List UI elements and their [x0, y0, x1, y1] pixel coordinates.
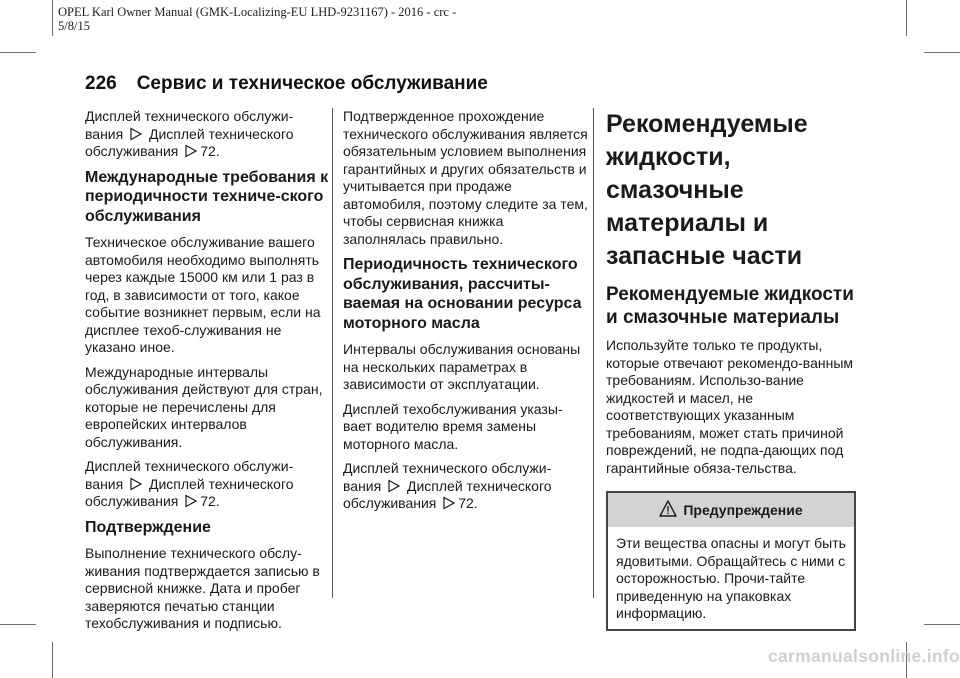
crop-mark [0, 52, 36, 53]
warning-triangle-icon [659, 500, 677, 517]
page-reference[interactable]: 72. [200, 493, 220, 509]
triangle-right-icon [129, 477, 143, 491]
paragraph: Выполнение технического обслу-живания подтверждается записью в сервисной книжке. Дата и пробег заверяются печатью станции техобслуживания и подписью. [85, 545, 320, 631]
heading-recommended-fluids-parts: Рекомендуемые жидкости, смазочные материалы и запасные части [606, 110, 808, 270]
column-1 [85, 108, 330, 640]
warning-title: Предупреждение [683, 502, 803, 518]
paragraph: Техническое обслуживание вашего автомобиля необходимо выполнять через каждые 15000 км или 1 раз в год, в зависимости от того, какое событие возникнет первым, если на дисплее техоб-служивания не указано иное. [85, 234, 321, 355]
triangle-right-icon [184, 494, 198, 508]
crop-mark [52, 642, 53, 678]
page-reference[interactable]: 72. [200, 143, 220, 159]
crop-mark [0, 624, 36, 625]
heading-international-requirements: Международные требования к периодичности техниче-ского обслуживания [85, 168, 329, 225]
paragraph: Интервалы обслуживания основаны на нескольких параметрах в зависимости от эксплуатации. [343, 341, 581, 392]
column-3 [606, 108, 856, 631]
xref-paragraph: Дисплей технического обслужи-вания Дисплей технического обслуживания 72. [85, 458, 294, 509]
triangle-right-icon [129, 127, 143, 141]
column-divider [332, 108, 333, 598]
page-reference[interactable]: 72. [458, 495, 478, 511]
triangle-right-icon [442, 496, 456, 510]
crop-mark [52, 0, 53, 36]
heading-confirmation: Подтверждение [85, 518, 211, 536]
column-divider [593, 108, 594, 598]
crop-mark [906, 0, 907, 36]
warning-text: Эти вещества опасны и могут быть ядовитыми. Обращайтесь с ними с осторожностью. Прочи-тайте приведенную на упаковках информацию. [616, 535, 846, 621]
paragraph: Используйте только те продукты, которые отвечают рекомендо-ванным требованиям. Использо-вание жидкостей и масел, не соответствующих указанным требованиям, может стать причиной повреждений, не подпа-дающих под гарантийные обяза-тельства. [606, 337, 854, 476]
triangle-right-icon [387, 479, 401, 493]
paragraph: Подтвержденное прохождение технического обслуживания является обязательным условием выполнения гарантийных и других обязательств и учитывается при продаже автомобиля, поэтому следите за тем, чтобы сервисная книжка заполнялась правильно. [343, 108, 588, 247]
document-header-line: OPEL Karl Owner Manual (GMK-Localizing-EU LHD-9231167) - 2016 - crc - [58, 5, 457, 19]
paragraph: Дисплей техобслуживания указы-вает водителю время замены моторного масла. [343, 400, 563, 452]
crop-mark [924, 52, 960, 53]
column-2 [343, 108, 588, 520]
document-header [58, 5, 538, 33]
warning-box [606, 491, 856, 631]
heading-oil-life-interval: Периодичность технического обслуживания, рассчиты-ваемая на основании ресурса моторного масла [343, 256, 582, 332]
xref-paragraph: Дисплей технического обслужи-вания Дисплей технического обслуживания 72. [343, 460, 552, 511]
document-header-date: 5/8/15 [58, 19, 90, 33]
page-heading [85, 73, 645, 95]
xref-paragraph: Дисплей технического обслужи-вания Дисплей технического обслуживания 72. [85, 108, 294, 159]
watermark: carmanualsonline.info [767, 646, 960, 666]
warning-header [608, 493, 854, 527]
heading-recommended-fluids: Рекомендуемые жидкости и смазочные материалы [606, 284, 854, 328]
triangle-right-icon [184, 144, 198, 158]
section-title: Сервис и техническое обслуживание [136, 73, 488, 94]
paragraph: Международные интервалы обслуживания действуют для стран, которые не перечислены для европейских интервалов обслуживания. [85, 363, 323, 450]
crop-mark [924, 624, 960, 625]
page-number: 226 [85, 73, 117, 94]
